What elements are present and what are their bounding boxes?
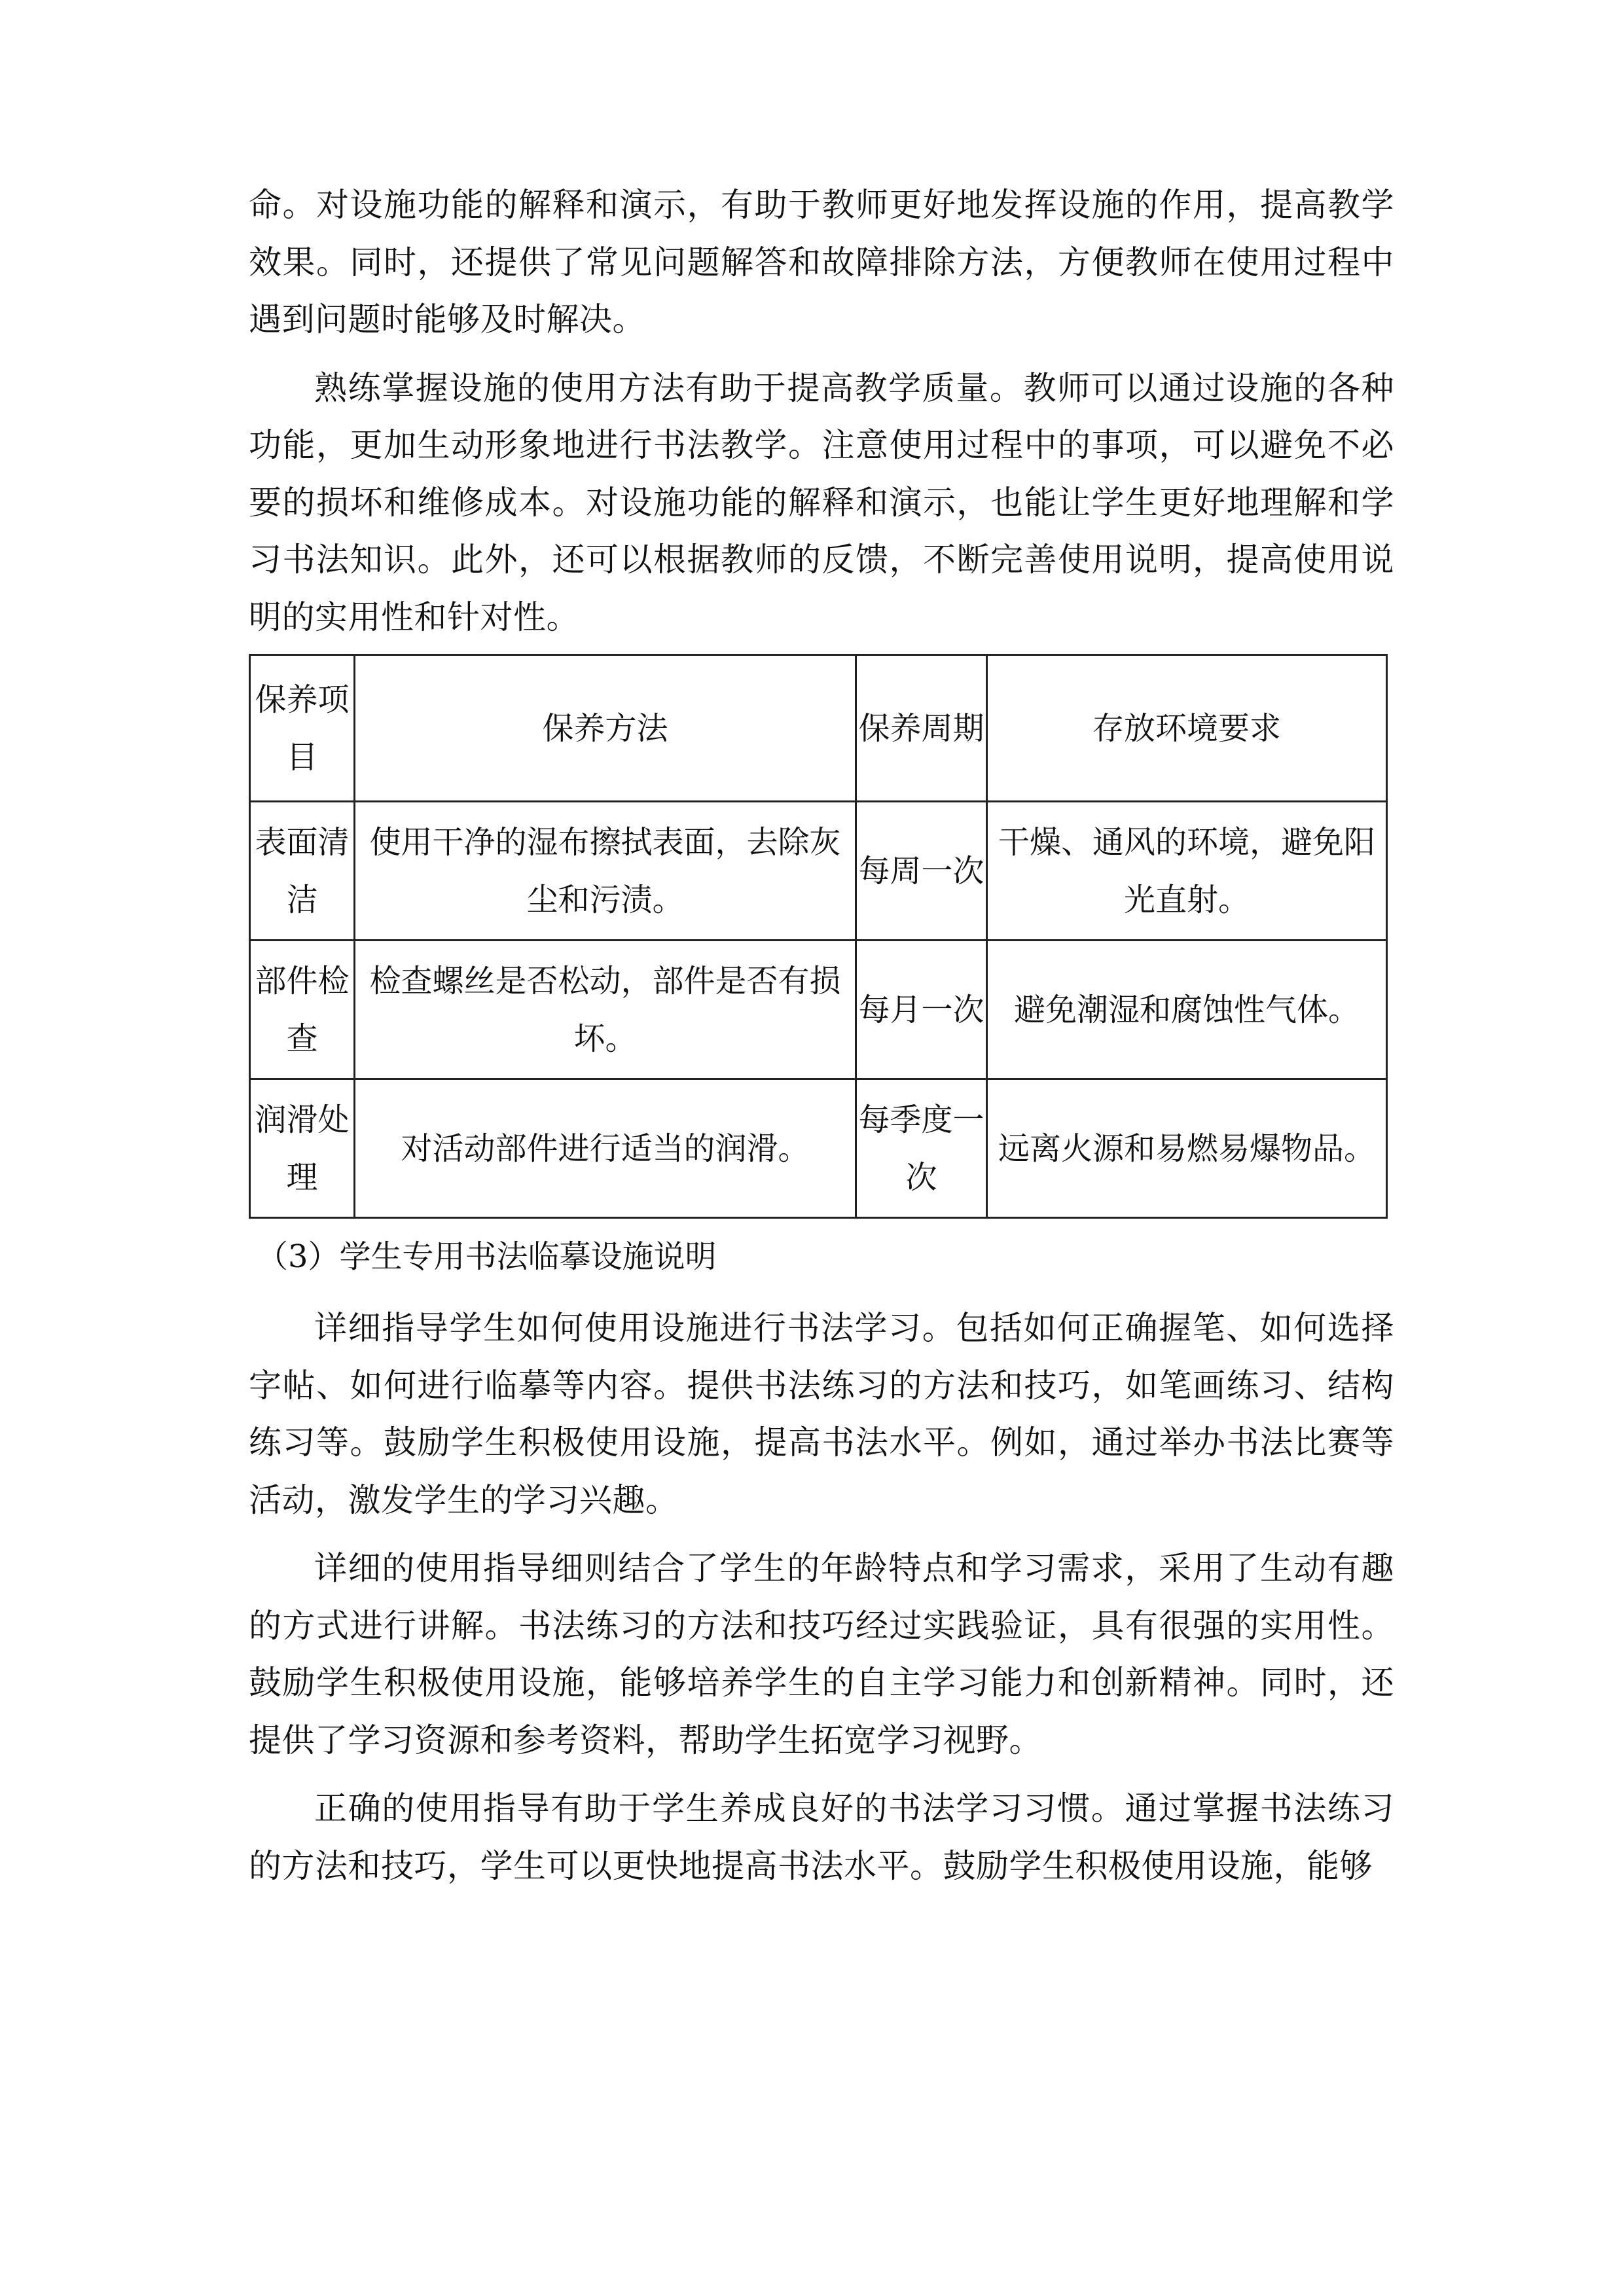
maintenance-table [249,654,1388,1219]
table-cell: 每月一次 [856,941,987,1079]
body-paragraph: 命。对设施功能的解释和演示，有助于教师更好地发挥设施的作用，提高教学效果。同时，还提供了常见问题解答和故障排除方法，方便教师在使用过程中遇到问题时能够及时解决。 [249,186,1394,338]
page-body [249,183,1394,1895]
body-paragraph: 熟练掌握设施的使用方法有助于提高教学质量。教师可以通过设施的各种功能，更加生动形象地进行书法教学。注意使用过程中的事项，可以避免不必要的损坏和维修成本。对设施功能的解释和演示，也能让学生更好地理解和学习书法知识。此外，还可以根据教师的反馈，不断完善使用说明，提高使用说明的实用性和针对性。 [249,368,1394,636]
body-paragraph: 正确的使用指导有助于学生养成良好的书法学习习惯。通过掌握书法练习的方法和技巧，学生可以更快地提高书法水平。鼓励学生积极使用设施，能够 [249,1789,1394,1885]
table-row [250,802,1387,941]
table-cell: 每季度一次 [856,1079,987,1218]
table-cell: 使用干净的湿布擦拭表面，去除灰尘和污渍。 [355,802,856,941]
table-cell: 表面清洁 [250,802,355,941]
table-header-cell: 保养项目 [250,655,355,802]
table-header-cell: 保养周期 [856,655,987,802]
table-cell: 远离火源和易燃易爆物品。 [987,1079,1387,1218]
table-row [250,1079,1387,1218]
table-cell: 干燥、通风的环境，避免阳光直射。 [987,802,1387,941]
table-cell: 部件检查 [250,941,355,1079]
table-header-row [250,655,1387,802]
table-header-cell: 保养方法 [355,655,856,802]
table-header-cell: 存放环境要求 [987,655,1387,802]
table-cell: 避免潮湿和腐蚀性气体。 [987,941,1387,1079]
section-heading: （3）学生专用书法临摹设施说明 [257,1238,717,1275]
table-cell: 每周一次 [856,802,987,941]
table-cell: 润滑处理 [250,1079,355,1218]
body-paragraph: 详细指导学生如何使用设施进行书法学习。包括如何正确握笔、如何选择字帖、如何进行临摹等内容。提供书法练习的方法和技巧，如笔画练习、结构练习等。鼓励学生积极使用设施，提高书法水平。例如，通过举办书法比赛等活动，激发学生的学习兴趣。 [249,1309,1394,1519]
table-cell: 对活动部件进行适当的润滑。 [355,1079,856,1218]
table-row [250,941,1387,1079]
body-paragraph: 详细的使用指导细则结合了学生的年龄特点和学习需求，采用了生动有趣的方式进行讲解。书法练习的方法和技巧经过实践验证，具有很强的实用性。鼓励学生积极使用设施，能够培养学生的自主学习能力和创新精神。同时，还提供了学习资源和参考资料，帮助学生拓宽学习视野。 [249,1549,1394,1759]
table-cell: 检查螺丝是否松动，部件是否有损坏。 [355,941,856,1079]
